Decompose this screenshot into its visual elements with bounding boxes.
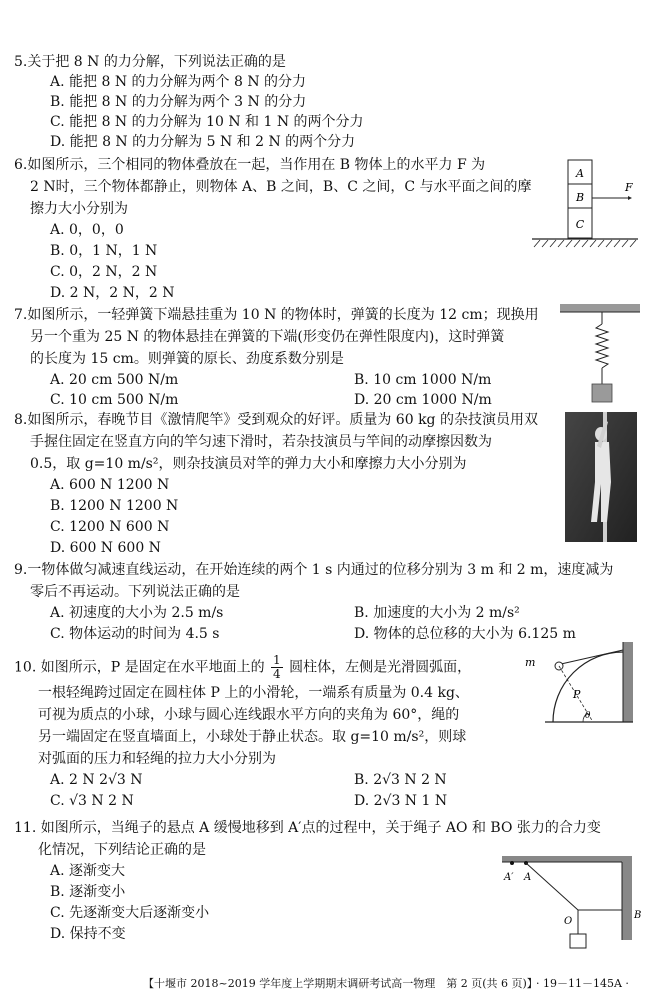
q11-point-a-prime-label: A′ — [504, 872, 514, 883]
q9-option-c: C. 物体运动的时间为 4.5 s — [50, 626, 220, 642]
q11-option-b: B. 逐渐变小 — [50, 884, 126, 900]
q7-stem-line2: 另一个重为 25 N 的物体悬挂在弹簧的下端(形变仍在弹性限度内)，这时弹簧 — [30, 329, 505, 345]
q6-block-b-label: B — [575, 191, 585, 204]
q5-option-d: D. 能把 8 N 的力分解为 5 N 和 2 N 的两个分力 — [50, 134, 356, 150]
q9-stem-line1: 9.一物体做匀减速直线运动，在开始连续的两个 1 s 内通过的位移分别为 3 m 和 2 m，速度减为 — [14, 562, 614, 578]
q6-stacked-blocks-figure — [530, 155, 640, 255]
q6-block-c-label: C — [575, 218, 585, 231]
page-code: · 19－11－145A · — [536, 977, 629, 990]
q10-stem-line1 — [14, 654, 471, 681]
q5-option-a: A. 能把 8 N 的力分解为两个 8 N 的分力 — [50, 74, 307, 90]
q6-option-c: C. 0，2 N，2 N — [50, 264, 158, 280]
q10-fraction — [271, 654, 283, 681]
q8-pole-climber-photo — [565, 412, 637, 542]
q11-point-a-label: A — [524, 872, 532, 883]
q10-stem-line4: 另一端固定在竖直墙面上，小球处于静止状态。取 g=10 m/s²，则球 — [38, 729, 467, 745]
q10-angle-label: θ — [585, 711, 591, 721]
q7-option-d: D. 20 cm 1000 N/m — [354, 392, 492, 408]
q11-stem-line2: 化情况，下列结论正确的是 — [38, 842, 206, 858]
q5-option-c: C. 能把 8 N 的力分解为 10 N 和 1 N 的两个分力 — [50, 114, 364, 130]
q10-stem-line1-end: 圆柱体，左侧是光滑圆弧面， — [289, 659, 472, 676]
q10-quarter-cylinder-figure — [505, 640, 645, 730]
q10-stem-line3: 可视为质点的小球，小球与圆心连线跟水平方向的夹角为 60°，绳的 — [38, 707, 460, 723]
q6-stem-line2: 2 N时，三个物体都静止，则物体 A、B 之间，B、C 之间，C 与水平面之间的摩 — [30, 179, 532, 195]
q6-option-b: B. 0，1 N，1 N — [50, 243, 158, 259]
q10-stem-line5: 对弧面的压力和轻绳的拉力大小分别为 — [38, 751, 276, 767]
q8-option-a: A. 600 N 1200 N — [50, 477, 170, 493]
q8-stem-line2: 手握住固定在竖直方向的竿匀速下滑时，若杂技演员与竿间的动摩擦因数为 — [30, 434, 492, 450]
q11-option-c: C. 先逐渐变大后逐渐变小 — [50, 905, 210, 921]
q11-point-o-label: O — [564, 916, 573, 927]
q11-stem-line1: 11. 如图所示，当绳子的悬点 A 缓慢地移到 A′点的过程中，关于绳子 AO 和 BO 张力的合力变 — [14, 820, 601, 836]
q11-option-a: A. 逐渐变大 — [50, 863, 126, 879]
q8-stem-line1: 8.如图所示，春晚节目《激情爬竿》受到观众的好评。质量为 60 kg 的杂技演员用双 — [14, 412, 538, 428]
q7-stem-line3: 的长度为 15 cm。则弹簧的原长、劲度系数分别是 — [30, 351, 344, 367]
q9-option-d: D. 物体的总位移的大小为 6.125 m — [354, 626, 576, 642]
q7-option-b: B. 10 cm 1000 N/m — [354, 372, 492, 388]
q11-option-d: D. 保持不变 — [50, 926, 126, 942]
q6-force-label: F — [625, 181, 633, 194]
q7-option-a: A. 20 cm 500 N/m — [50, 372, 179, 388]
q6-stem-line1: 6.如图所示，三个相同的物体叠放在一起，当作用在 B 物体上的水平力 F 为 — [14, 157, 486, 173]
q10-option-d: D. 2√3 N 1 N — [354, 793, 448, 809]
q10-cylinder-label: P — [573, 688, 581, 701]
q10-option-b: B. 2√3 N 2 N — [354, 772, 447, 788]
q10-option-a: A. 2 N 2√3 N — [50, 772, 143, 788]
q5-option-b: B. 能把 8 N 的力分解为两个 3 N 的分力 — [50, 94, 307, 110]
q7-option-c: C. 10 cm 500 N/m — [50, 392, 179, 408]
q10-ball-label: m — [525, 656, 536, 669]
q8-stem-line3: 0.5，取 g=10 m/s²，则杂技演员对竿的弹力大小和摩擦力大小分别为 — [30, 456, 467, 472]
q11-point-b-label: B — [634, 910, 642, 921]
q7-stem-line1: 7.如图所示，一轻弹簧下端悬挂重为 10 N 的物体时，弹簧的长度为 12 cm；现换用 — [14, 307, 539, 323]
q10-option-c: C. √3 N 2 N — [50, 793, 134, 809]
page-footer: 【十堰市 2018~2019 学年度上学期期末调研考试高一物理 第 2 页(共 6 页)】 — [143, 977, 538, 990]
q9-option-a: A. 初速度的大小为 2.5 m/s — [50, 605, 224, 621]
q6-option-d: D. 2 N，2 N，2 N — [50, 285, 175, 301]
q5-stem: 5.关于把 8 N 的力分解，下列说法正确的是 — [14, 54, 286, 70]
q11-hanging-rope-figure — [500, 852, 645, 957]
q6-block-a-label: A — [576, 167, 584, 180]
q6-stem-line3: 擦力大小分别为 — [30, 201, 128, 217]
q10-stem-line2: 一根轻绳跨过固定在圆柱体 P 上的小滑轮，一端系有质量为 0.4 kg、 — [38, 685, 469, 701]
q6-option-a: A. 0，0，0 — [50, 222, 124, 238]
q9-option-b: B. 加速度的大小为 2 m/s² — [354, 605, 520, 621]
q8-option-d: D. 600 N 600 N — [50, 540, 161, 556]
q8-option-b: B. 1200 N 1200 N — [50, 498, 179, 514]
q8-option-c: C. 1200 N 600 N — [50, 519, 170, 535]
q7-spring-figure — [560, 302, 640, 406]
q10-fraction-denominator: 4 — [273, 667, 281, 681]
q10-fraction-numerator: 1 — [273, 653, 281, 667]
q9-stem-line2: 零后不再运动。下列说法正确的是 — [30, 584, 240, 600]
q10-stem-line1-start: 10. 如图所示，P 是固定在水平地面上的 — [14, 659, 265, 676]
